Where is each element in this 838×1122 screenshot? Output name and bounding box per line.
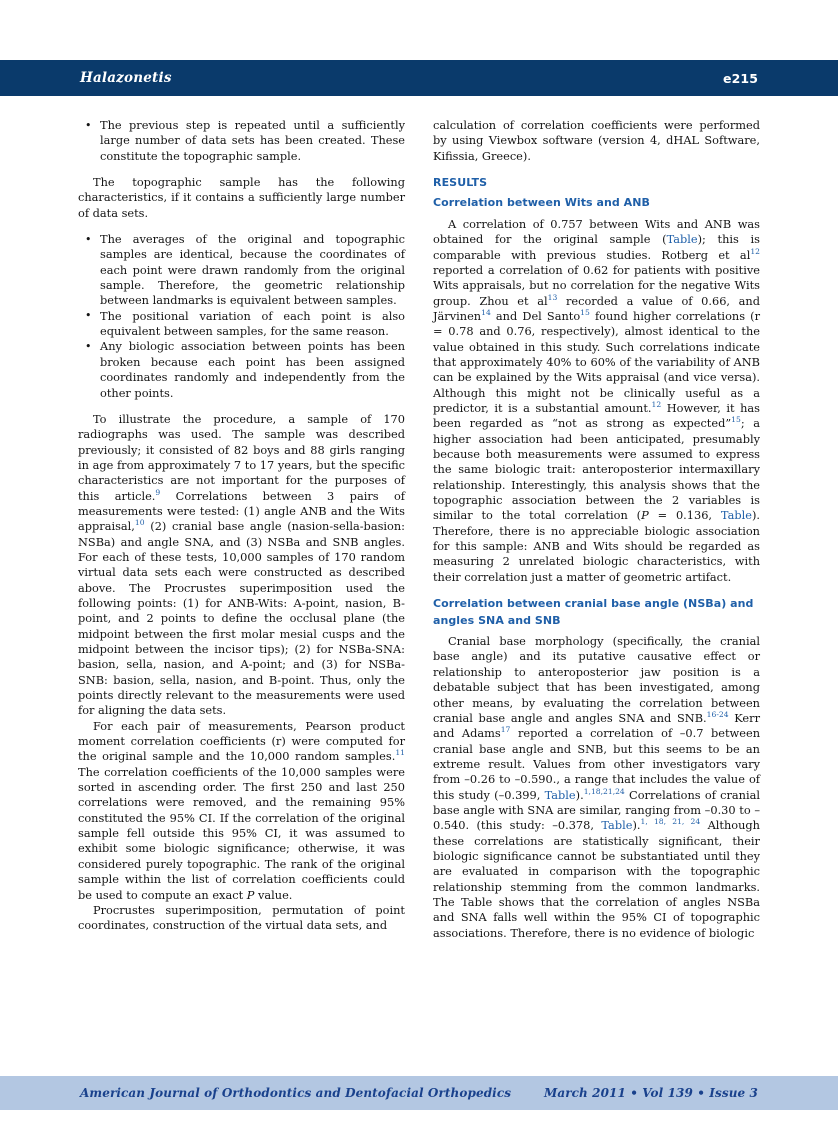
reference-superscript-16-24[interactable]: 16-24 (706, 710, 729, 720)
table-link[interactable]: Table (666, 232, 698, 247)
list-item: • The positional variation of each point is also equivalent between samples, for the same reason. (78, 309, 405, 340)
text-run: Cranial base morphology (specifically, the cranial base angle) and its putative causative effect or relationship to anteroposterior jaw position is a debatable subject that has been investigated, among other means, by evaluating the correlation between cranial base angle and angles SNA and SNB. (433, 634, 760, 725)
paragraph-wits-anb-correlation (433, 217, 760, 585)
text-run: ). Therefore, there is no appreciable biologic association for this sample: ANB and Wits should be regarded as measuring 2 unrelated biologic characteristics, with their correlation just a matter of geometric artifact. (433, 508, 760, 584)
text-run: ). (575, 787, 584, 802)
text-run: A correlation of 0.757 between Wits and ANB was obtained for the original sample ( (433, 216, 760, 247)
left-column (78, 118, 405, 1028)
running-head-band (0, 60, 838, 96)
subsection-heading-nsba-sna-snb: Correlation between cranial base angle (NSBa) and angles SNA and SNB (433, 597, 754, 627)
article-body (78, 118, 760, 1028)
paragraph-sample-description (78, 412, 405, 719)
italic-p-value: P (246, 887, 255, 902)
table-link[interactable]: Table (720, 508, 752, 523)
subsection-heading-wits-anb: Correlation between Wits and ANB (433, 196, 650, 210)
text-run: Correlations of cranial base angle with SNA are similar, ranging from –0.30 to –0.540. (this study: –0.378, (433, 787, 760, 833)
text-run: ); this is comparable with previous studies. Rotberg et al (433, 232, 760, 262)
footer-journal-title: American Journal of Orthodontics and Dentofacial Orthopedics (80, 1086, 512, 1100)
reference-superscript-17[interactable]: 17 (500, 725, 511, 735)
reference-superscript-12b[interactable]: 12 (651, 400, 662, 410)
table-link[interactable]: Table (601, 818, 633, 833)
text-run: Kerr and Adams (433, 710, 760, 741)
reference-superscript-13[interactable]: 13 (547, 292, 558, 302)
table-link[interactable]: Table (544, 787, 576, 802)
text-run: To illustrate the procedure, a sample of 170 radiographs was used. The sample was described previously; it consisted of 82 boys and 88 girls ranging in age from approximately 7 to 17 years, but the specific characteristics are not important for the purposes of this article. (78, 411, 405, 503)
right-column (433, 118, 760, 1028)
list-item: • The previous step is repeated until a sufficiently large number of data sets has been created. These constitute the topographic sample. (78, 118, 405, 164)
text-run: recorded a value of 0.66, and Järvinen (433, 293, 760, 323)
text-run: = 0.136, (648, 508, 721, 523)
reference-superscript-1-18-21-24[interactable]: 1,18,21,24 (583, 786, 625, 796)
reference-superscript-12[interactable]: 12 (750, 246, 760, 256)
bullet-list-1 (78, 118, 405, 164)
text-run: For each pair of measurements, Pearson product moment correlation coefficients (r) were computed for the original sample and the 10,000 random samples. (78, 718, 405, 764)
text-run: Correlations between 3 pairs of measurements were tested: (1) angle ANB and the Wits appraisal, (78, 488, 406, 534)
reference-superscript-1-18-21-24b[interactable]: 1, 18, 21, 24 (640, 817, 701, 827)
footer-issue-info: March 2011 • Vol 139 • Issue 3 (543, 1086, 758, 1100)
text-run: value. (254, 887, 293, 902)
spacer (433, 164, 760, 175)
paragraph-procrustes-software: Procrustes superimposition, permutation of point coordinates, construction of the virtual data sets, and (78, 902, 405, 933)
paragraph-viewbox-software: calculation of correlation coefficients were performed by using Viewbox software (version 4, dHAL Software, Kifissia, Greece). (433, 118, 760, 163)
text-run: Although these correlations are statistically significant, their biologic significance cannot be substantiated until they are evaluated in comparison with the topographic relationship stemming from the common landmarks. The Table shows that the correlation of angles NSBa and SNA falls well within the 95% CI of topographic associations. Therefore, there is no evidence of biologic (433, 818, 760, 940)
bullet-list-2 (78, 232, 405, 401)
section-heading-results: RESULTS (433, 176, 488, 190)
spacer (78, 221, 405, 232)
spacer (78, 401, 405, 412)
text-run: reported a correlation of –0.7 between cranial base angle and SNB, but this seems to be an extreme result. Values from other investigators vary from –0.26 to –0.590., a range that includes the value of this study (–0.399, (433, 726, 760, 802)
running-head-page-number: e215 (723, 70, 758, 86)
list-item: • The averages of the original and topographic samples are identical, because the coordinates of each point were drawn randomly from the original sample. Therefore, the geometric relationship between landmarks is equivalent between samples. (78, 232, 405, 309)
list-item: • Any biologic association between points has been broken because each point has been assigned coordinates randomly and independently from the other points. (78, 339, 405, 400)
reference-superscript-9[interactable]: 9 (155, 487, 161, 497)
text-run: (2) cranial base angle (nasion-sella-basion: NSBa) and angle SNA, and (3) NSBa and SNB angles. For each of these tests, 10,000 samples of 170 random virtual data sets each were constructed as described above. The Procrustes superimposition used the following points: (1) for ANB-Wits: A-point, nasion, B-point, and 2 points to define the occlusal plane (the midpoint between the first molar mesial cusps and the midpoint between the incisor tips); (2) for NSBa-SNA: basion, sella, nasion, and A-point; and (3) for NSBa-SNB: basion, sella, nasion, and B-point. Thus, only the points directly relevant to the measurements were used for aligning the data sets. (78, 519, 405, 718)
italic-p-value: P (641, 508, 649, 523)
footer-band (0, 1076, 838, 1110)
text-run: found higher correlations (r = 0.78 and 0.76, respectively), almost identical to the value obtained in this study. Such correlations indicate that approximately 40% to 60% of the variability of ANB can be explained by the Wits appraisal (and vice versa). Although this might not be clinically useful as a predictor, it is a substantial amount. (433, 308, 760, 415)
text-run: ). (632, 818, 641, 833)
reference-superscript-11[interactable]: 11 (395, 748, 405, 758)
spacer (78, 164, 405, 175)
paragraph-topographic-sample: The topographic sample has the following characteristics, if it contains a sufficiently large number of data sets. (78, 175, 405, 220)
text-run: The correlation coefficients of the 10,000 samples were sorted in ascending order. The first 250 and last 250 correlations were removed, and the remaining 95% constituted the 95% CI. If the correlation of the original sample fell outside this 95% CI, it was assumed to exhibit some biologic significance; otherwise, it was considered purely topographic. The rank of the original sample within the list of correlation coefficients could be used to compute an exact (78, 764, 405, 902)
text-run: reported a correlation of 0.62 for patients with positive Wits appraisals, but no correlation for the negative Wits group. Zhou et al (433, 262, 760, 308)
running-head-author: Halazonetis (80, 70, 172, 86)
reference-superscript-15b[interactable]: 15 (731, 415, 741, 425)
reference-superscript-10[interactable]: 10 (134, 518, 145, 528)
reference-superscript-15[interactable]: 15 (580, 308, 590, 318)
text-run: ; a higher association had been anticipated, presumably because both measurements were assumed to express the same biologic trait: anteroposterior intermaxillary relationship. Interestingly, this analysis shows that the topographic association between the 2 variables is similar to the total correlation ( (433, 416, 760, 523)
paragraph-cranial-base-morphology (433, 634, 760, 941)
text-run: and Del Santo (490, 308, 581, 323)
reference-superscript-14[interactable]: 14 (481, 308, 491, 318)
paragraph-statistics (78, 719, 405, 903)
text-run: However, it has been regarded as “not as strong as expected” (433, 401, 760, 431)
spacer (433, 585, 760, 596)
